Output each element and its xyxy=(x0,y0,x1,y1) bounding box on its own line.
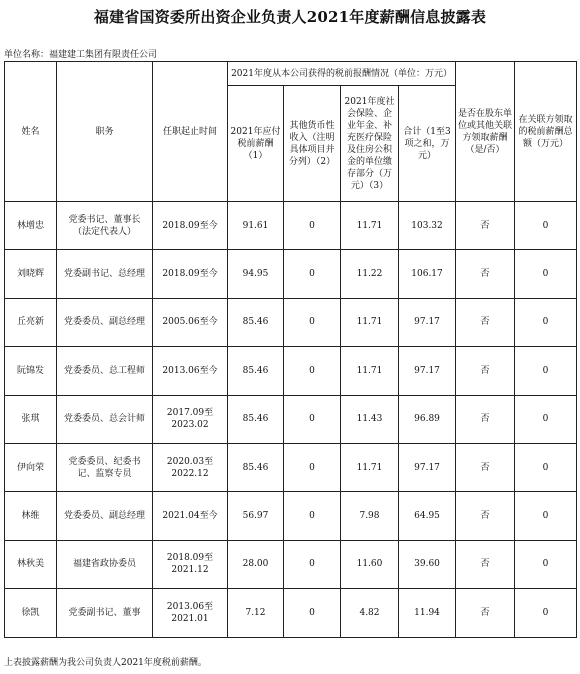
table-row xyxy=(5,395,577,443)
cell-other-income: 0 xyxy=(284,443,341,491)
cell-insurance: 11.22 xyxy=(341,250,399,298)
cell-shareholder: 否 xyxy=(456,298,515,346)
cell-related-pay: 0 xyxy=(515,347,577,395)
header-group-pay: 2021年度从本公司获得的税前报酬情况（单位：万元） xyxy=(228,62,456,86)
cell-name: 刘晓辉 xyxy=(5,250,57,298)
cell-salary: 28.00 xyxy=(228,540,284,588)
cell-salary: 85.46 xyxy=(228,347,284,395)
cell-related-pay: 0 xyxy=(515,250,577,298)
table-row xyxy=(5,540,577,588)
cell-other-income: 0 xyxy=(284,347,341,395)
cell-name: 伊向荣 xyxy=(5,443,57,491)
cell-related-pay: 0 xyxy=(515,298,577,346)
cell-position: 党委副书记、董事 xyxy=(57,589,153,637)
cell-insurance: 7.98 xyxy=(341,492,399,540)
cell-position: 党委书记、董事长（法定代表人） xyxy=(57,202,153,250)
cell-shareholder: 否 xyxy=(456,540,515,588)
cell-tenure: 2018.09至今 xyxy=(153,202,228,250)
header-total: 合计（1至3项之和，万元） xyxy=(399,86,456,202)
table-body xyxy=(5,202,577,638)
header-other-income: 其他货币性收入（注明具体项目并分列）（2） xyxy=(284,86,341,202)
cell-position: 党委副书记、总经理 xyxy=(57,250,153,298)
cell-other-income: 0 xyxy=(284,492,341,540)
page-title: 福建省国资委所出资企业负责人2021年度薪酬信息披露表 xyxy=(93,8,487,26)
cell-related-pay: 0 xyxy=(515,395,577,443)
cell-insurance: 11.71 xyxy=(341,298,399,346)
cell-tenure: 2018.09至今 xyxy=(153,250,228,298)
cell-position: 党委委员、总会计师 xyxy=(57,395,153,443)
cell-shareholder: 否 xyxy=(456,589,515,637)
cell-salary: 85.46 xyxy=(228,395,284,443)
cell-other-income: 0 xyxy=(284,395,341,443)
cell-insurance: 11.71 xyxy=(341,202,399,250)
header-salary: 2021年应付税前薪酬（1） xyxy=(228,86,284,202)
table-row xyxy=(5,492,577,540)
cell-total: 64.95 xyxy=(399,492,456,540)
cell-insurance: 11.60 xyxy=(341,540,399,588)
cell-salary: 7.12 xyxy=(228,589,284,637)
cell-tenure: 2020.03至2022.12 xyxy=(153,443,228,491)
cell-related-pay: 0 xyxy=(515,540,577,588)
header-name: 姓名 xyxy=(5,62,57,202)
header-position: 职务 xyxy=(57,62,153,202)
cell-total: 11.94 xyxy=(399,589,456,637)
cell-salary: 91.61 xyxy=(228,202,284,250)
cell-tenure: 2013.06至今 xyxy=(153,347,228,395)
cell-total: 97.17 xyxy=(399,298,456,346)
cell-tenure: 2017.09至2023.02 xyxy=(153,395,228,443)
cell-shareholder: 否 xyxy=(456,395,515,443)
cell-name: 林维 xyxy=(5,492,57,540)
table-row xyxy=(5,589,577,637)
header-shareholder: 是否在股东单位或其他关联方领取薪酬（是/否） xyxy=(456,62,515,202)
cell-total: 39.60 xyxy=(399,540,456,588)
table-row xyxy=(5,298,577,346)
cell-name: 林增忠 xyxy=(5,202,57,250)
header-insurance: 2021年度社会保险、企业年金、补充医疗保险及住房公积金的单位缴存部分（万元）（3） xyxy=(341,86,399,202)
cell-total: 106.17 xyxy=(399,250,456,298)
cell-name: 徐凯 xyxy=(5,589,57,637)
table-row xyxy=(5,347,577,395)
cell-other-income: 0 xyxy=(284,298,341,346)
cell-insurance: 11.71 xyxy=(341,443,399,491)
cell-total: 97.17 xyxy=(399,443,456,491)
cell-position: 党委委员、副总经理 xyxy=(57,492,153,540)
cell-name: 张琪 xyxy=(5,395,57,443)
header-tenure: 任职起止时间 xyxy=(153,62,228,202)
cell-other-income: 0 xyxy=(284,250,341,298)
cell-salary: 94.95 xyxy=(228,250,284,298)
table-row xyxy=(5,443,577,491)
cell-related-pay: 0 xyxy=(515,492,577,540)
cell-related-pay: 0 xyxy=(515,202,577,250)
cell-tenure: 2005.06至今 xyxy=(153,298,228,346)
cell-total: 103.32 xyxy=(399,202,456,250)
cell-name: 丘亮新 xyxy=(5,298,57,346)
cell-tenure: 2018.09至2021.12 xyxy=(153,540,228,588)
cell-insurance: 11.71 xyxy=(341,347,399,395)
unit-name-label: 单位名称：福建建工集团有限责任公司 xyxy=(4,50,158,60)
cell-shareholder: 否 xyxy=(456,347,515,395)
cell-salary: 85.46 xyxy=(228,298,284,346)
cell-name: 阮锦发 xyxy=(5,347,57,395)
table-row xyxy=(5,250,577,298)
cell-shareholder: 否 xyxy=(456,202,515,250)
table-row xyxy=(5,202,577,250)
cell-shareholder: 否 xyxy=(456,250,515,298)
cell-insurance: 11.43 xyxy=(341,395,399,443)
cell-salary: 85.46 xyxy=(228,443,284,491)
cell-total: 97.17 xyxy=(399,347,456,395)
cell-shareholder: 否 xyxy=(456,443,515,491)
header-related-pay: 在关联方领取的税前薪酬总额（万元） xyxy=(515,62,577,202)
cell-tenure: 2021.04至今 xyxy=(153,492,228,540)
salary-disclosure-table xyxy=(4,61,577,638)
cell-shareholder: 否 xyxy=(456,492,515,540)
cell-other-income: 0 xyxy=(284,202,341,250)
cell-other-income: 0 xyxy=(284,540,341,588)
cell-related-pay: 0 xyxy=(515,443,577,491)
footer-note: 上表披露薪酬为我公司负责人2021年度税前薪酬。 xyxy=(4,658,207,668)
cell-insurance: 4.82 xyxy=(341,589,399,637)
cell-position: 党委委员、副总经理 xyxy=(57,298,153,346)
cell-salary: 56.97 xyxy=(228,492,284,540)
cell-position: 党委委员、纪委书记、监察专员 xyxy=(57,443,153,491)
cell-related-pay: 0 xyxy=(515,589,577,637)
cell-name: 林秋美 xyxy=(5,540,57,588)
cell-position: 福建省政协委员 xyxy=(57,540,153,588)
cell-position: 党委委员、总工程师 xyxy=(57,347,153,395)
cell-tenure: 2013.06至2021.01 xyxy=(153,589,228,637)
cell-total: 96.89 xyxy=(399,395,456,443)
cell-other-income: 0 xyxy=(284,589,341,637)
